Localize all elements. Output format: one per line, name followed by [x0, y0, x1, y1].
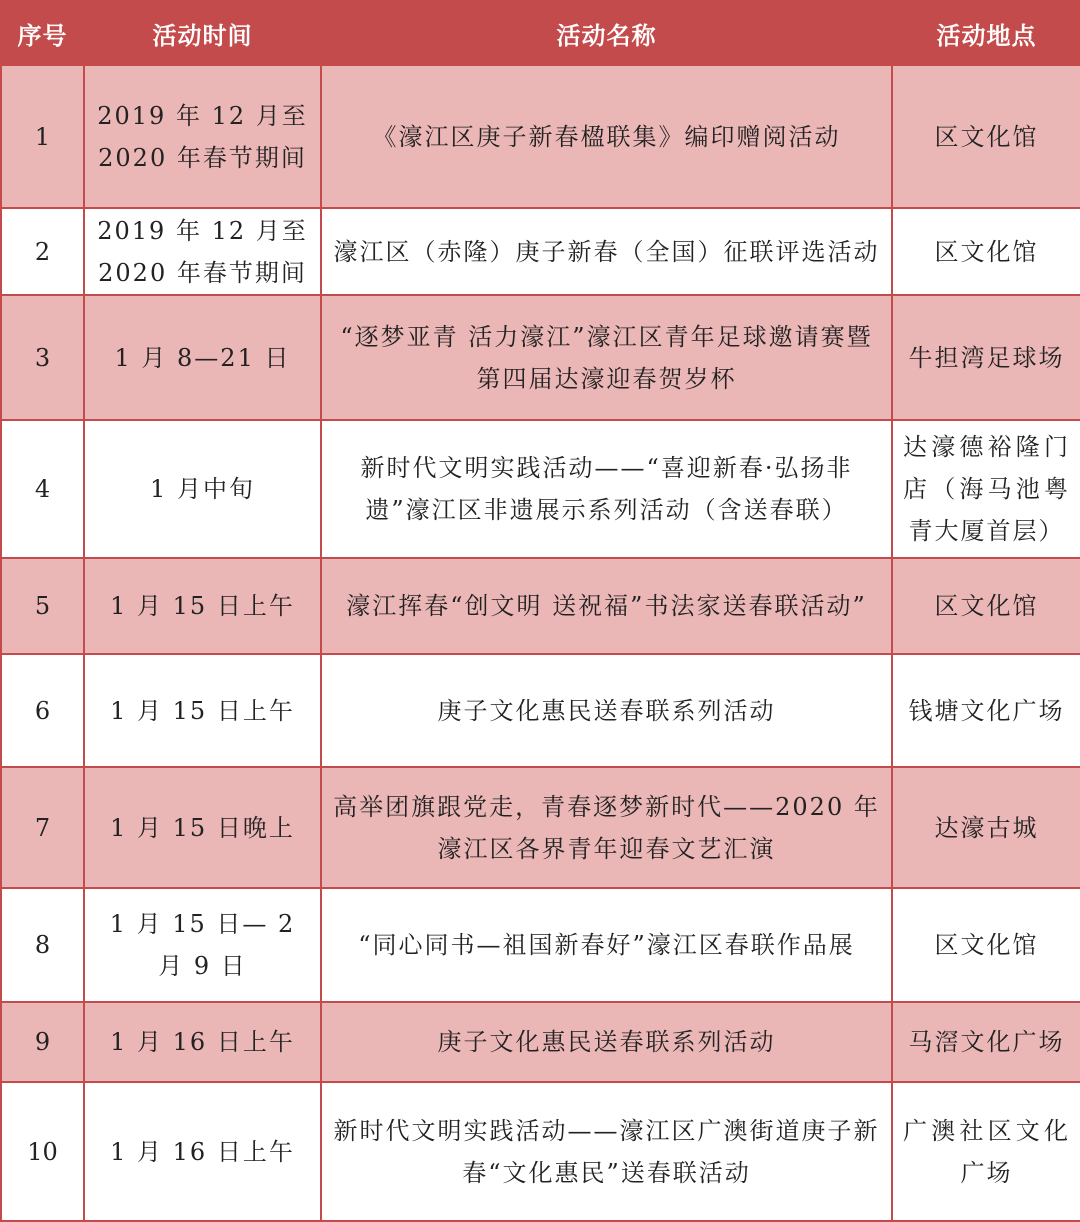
table-row [1, 208, 1080, 295]
cell-index: 7 [1, 767, 84, 888]
table-row [1, 295, 1080, 420]
cell-place: 区文化馆 [892, 65, 1080, 208]
cell-name: 濠江区（赤隆）庚子新春（全国）征联评选活动 [321, 208, 892, 295]
cell-name: 庚子文化惠民送春联系列活动 [321, 1002, 892, 1082]
cell-index: 1 [1, 65, 84, 208]
table-row [1, 1002, 1080, 1082]
cell-index: 10 [1, 1082, 84, 1221]
cell-name: 《濠江区庚子新春楹联集》编印赠阅活动 [321, 65, 892, 208]
table-row [1, 558, 1080, 654]
cell-name: 高举团旗跟党走，青春逐梦新时代——2020 年濠江区各界青年迎春文艺汇演 [321, 767, 892, 888]
cell-time: 1 月 16 日上午 [84, 1082, 321, 1221]
cell-index: 3 [1, 295, 84, 420]
cell-place: 钱塘文化广场 [892, 654, 1080, 767]
cell-index: 4 [1, 420, 84, 558]
cell-place: 达濠古城 [892, 767, 1080, 888]
cell-index: 8 [1, 888, 84, 1002]
cell-time: 2019 年 12 月至 2020 年春节期间 [84, 65, 321, 208]
cell-place: 马滘文化广场 [892, 1002, 1080, 1082]
cell-place: 区文化馆 [892, 888, 1080, 1002]
cell-time: 2019 年 12 月至 2020 年春节期间 [84, 208, 321, 295]
table-row [1, 420, 1080, 558]
cell-place: 广澳社区文化广场 [892, 1082, 1080, 1221]
table-row [1, 888, 1080, 1002]
cell-place: 达濠德裕隆门店（海马池粤青大厦首层） [892, 420, 1080, 558]
table-row [1, 1082, 1080, 1221]
cell-time: 1 月 15 日— 2 月 9 日 [84, 888, 321, 1002]
cell-name: 濠江挥春“创文明 送祝福”书法家送春联活动” [321, 558, 892, 654]
cell-place: 区文化馆 [892, 558, 1080, 654]
header-time: 活动时间 [84, 1, 321, 65]
cell-place: 区文化馆 [892, 208, 1080, 295]
cell-name: “同心同书—祖国新春好”濠江区春联作品展 [321, 888, 892, 1002]
header-name: 活动名称 [321, 1, 892, 65]
cell-time: 1 月 15 日上午 [84, 654, 321, 767]
table-row [1, 767, 1080, 888]
cell-time: 1 月 15 日晚上 [84, 767, 321, 888]
header-row [1, 1, 1080, 65]
cell-index: 9 [1, 1002, 84, 1082]
header-index: 序号 [1, 1, 84, 65]
cell-index: 2 [1, 208, 84, 295]
cell-time: 1 月 16 日上午 [84, 1002, 321, 1082]
cell-name: 新时代文明实践活动——“喜迎新春·弘扬非遗”濠江区非遗展示系列活动（含送春联） [321, 420, 892, 558]
cell-name: 新时代文明实践活动——濠江区广澳街道庚子新春“文化惠民”送春联活动 [321, 1082, 892, 1221]
table-row [1, 654, 1080, 767]
cell-index: 5 [1, 558, 84, 654]
cell-time: 1 月 8—21 日 [84, 295, 321, 420]
cell-name: 庚子文化惠民送春联系列活动 [321, 654, 892, 767]
header-place: 活动地点 [892, 1, 1080, 65]
cell-place: 牛担湾足球场 [892, 295, 1080, 420]
cell-index: 6 [1, 654, 84, 767]
cell-time: 1 月中旬 [84, 420, 321, 558]
cell-time: 1 月 15 日上午 [84, 558, 321, 654]
table-row [1, 65, 1080, 208]
cell-name: “逐梦亚青 活力濠江”濠江区青年足球邀请赛暨第四届达濠迎春贺岁杯 [321, 295, 892, 420]
